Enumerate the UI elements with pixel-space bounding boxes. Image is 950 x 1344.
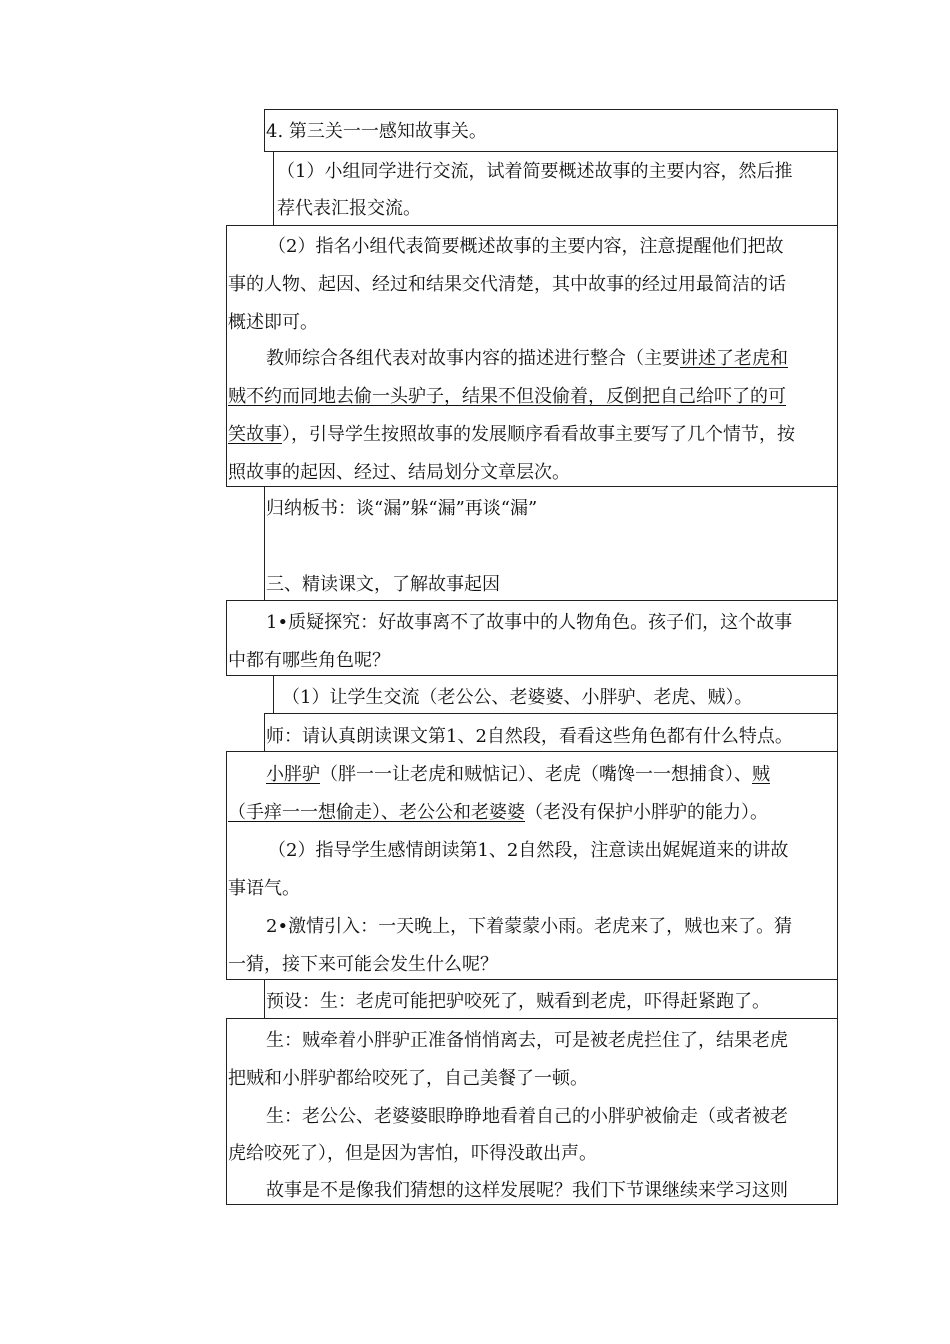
paragraph-line: 生：老公公、老婆婆眼睁睁地看着自己的小胖驴被偷走（或者被老 [266, 1106, 788, 1127]
paragraph-line [266, 350, 788, 368]
prediction-line: 预设：生：老虎可能把驴咬死了，贼看到老虎，吓得赶紧跑了。 [266, 991, 770, 1012]
text-plain: ），引导学生按照故事的发展顺序看看故事主要写了几个情节，按 [282, 424, 795, 445]
text-plain: 教师综合各组代表对故事内容的描述进行整合（主要 [266, 348, 680, 369]
paragraph-line: （2）指导学生感情朗读第1、2自然段，注意读出娓娓道来的讲故 [268, 840, 789, 861]
text-plain: （胖一一让老虎和贼惦记）、老虎（嘴馋一一想捕食）、 [320, 764, 752, 785]
paragraph-line: 把贼和小胖驴都给咬死了，自己美餐了一顿。 [228, 1068, 588, 1089]
paragraph-line: （1）小组同学进行交流，试着简要概述故事的主要内容，然后推 [277, 161, 793, 182]
paragraph-line: （2）指名小组代表简要概述故事的主要内容，注意提醒他们把故 [268, 236, 784, 257]
paragraph-line: 概述即可。 [228, 312, 318, 333]
paragraph-line [228, 426, 795, 444]
paragraph-line: 一猜，接下来可能会发生什么呢？ [228, 954, 498, 975]
paragraph-line: （1）让学生交流（老公公、老婆婆、小胖驴、老虎、贼）。 [282, 687, 753, 708]
step4-heading: 4. 第三关一一感知故事关。 [266, 121, 487, 142]
paragraph-line: 荐代表汇报交流。 [277, 198, 421, 219]
paragraph-line: 1•质疑探究：好故事离不了故事中的人物角色。孩子们，这个故事 [266, 612, 793, 633]
paragraph-line: 照故事的起因、经过、结局划分文章层次。 [228, 462, 570, 483]
paragraph-line: 故事是不是像我们猜想的这样发展呢？我们下节课继续来学习这则 [266, 1180, 788, 1201]
paragraph-line: 事语气。 [228, 878, 300, 899]
underlined-text: （手痒一一想偷走）、 [228, 802, 399, 823]
underlined-text: 小胖驴 [266, 764, 320, 785]
underlined-line: 贼不约而同地去偷一头驴子，结果不但没偷着，反倒把自己给吓了的可 [228, 386, 786, 407]
underlined-text: 笑故事 [228, 424, 282, 445]
row-characters [226, 751, 838, 980]
paragraph-line: 事的人物、起因、经过和结果交代清楚，其中故事的经过用最简洁的话 [228, 274, 786, 295]
underlined-text: 老公公和老婆婆 [399, 802, 525, 823]
section-heading: 三、精读课文，了解故事起因 [266, 574, 500, 595]
board-summary: 归纳板书：谈“漏”躲“漏”再谈“漏” [266, 498, 538, 519]
teacher-instruction: 师：请认真朗读课文第1、2自然段，看看这些角色都有什么特点。 [266, 726, 793, 747]
paragraph-line [228, 804, 768, 822]
paragraph-line: 虎给咬死了），但是因为害怕，吓得没敢出声。 [228, 1143, 597, 1164]
paragraph-line: 中都有哪些角色呢？ [228, 650, 390, 671]
paragraph-line: 生：贼牵着小胖驴正准备悄悄离去，可是被老虎拦住了，结果老虎 [266, 1030, 788, 1051]
underlined-text: 讲述了老虎和 [680, 348, 788, 369]
text-plain: （老没有保护小胖驴的能力）。 [525, 802, 768, 823]
underlined-text: 贼 [752, 764, 770, 785]
paragraph-line [266, 766, 770, 784]
paragraph-line: 2•激情引入：一天晚上，下着蒙蒙小雨。老虎来了，贼也来了。猜 [266, 916, 793, 937]
